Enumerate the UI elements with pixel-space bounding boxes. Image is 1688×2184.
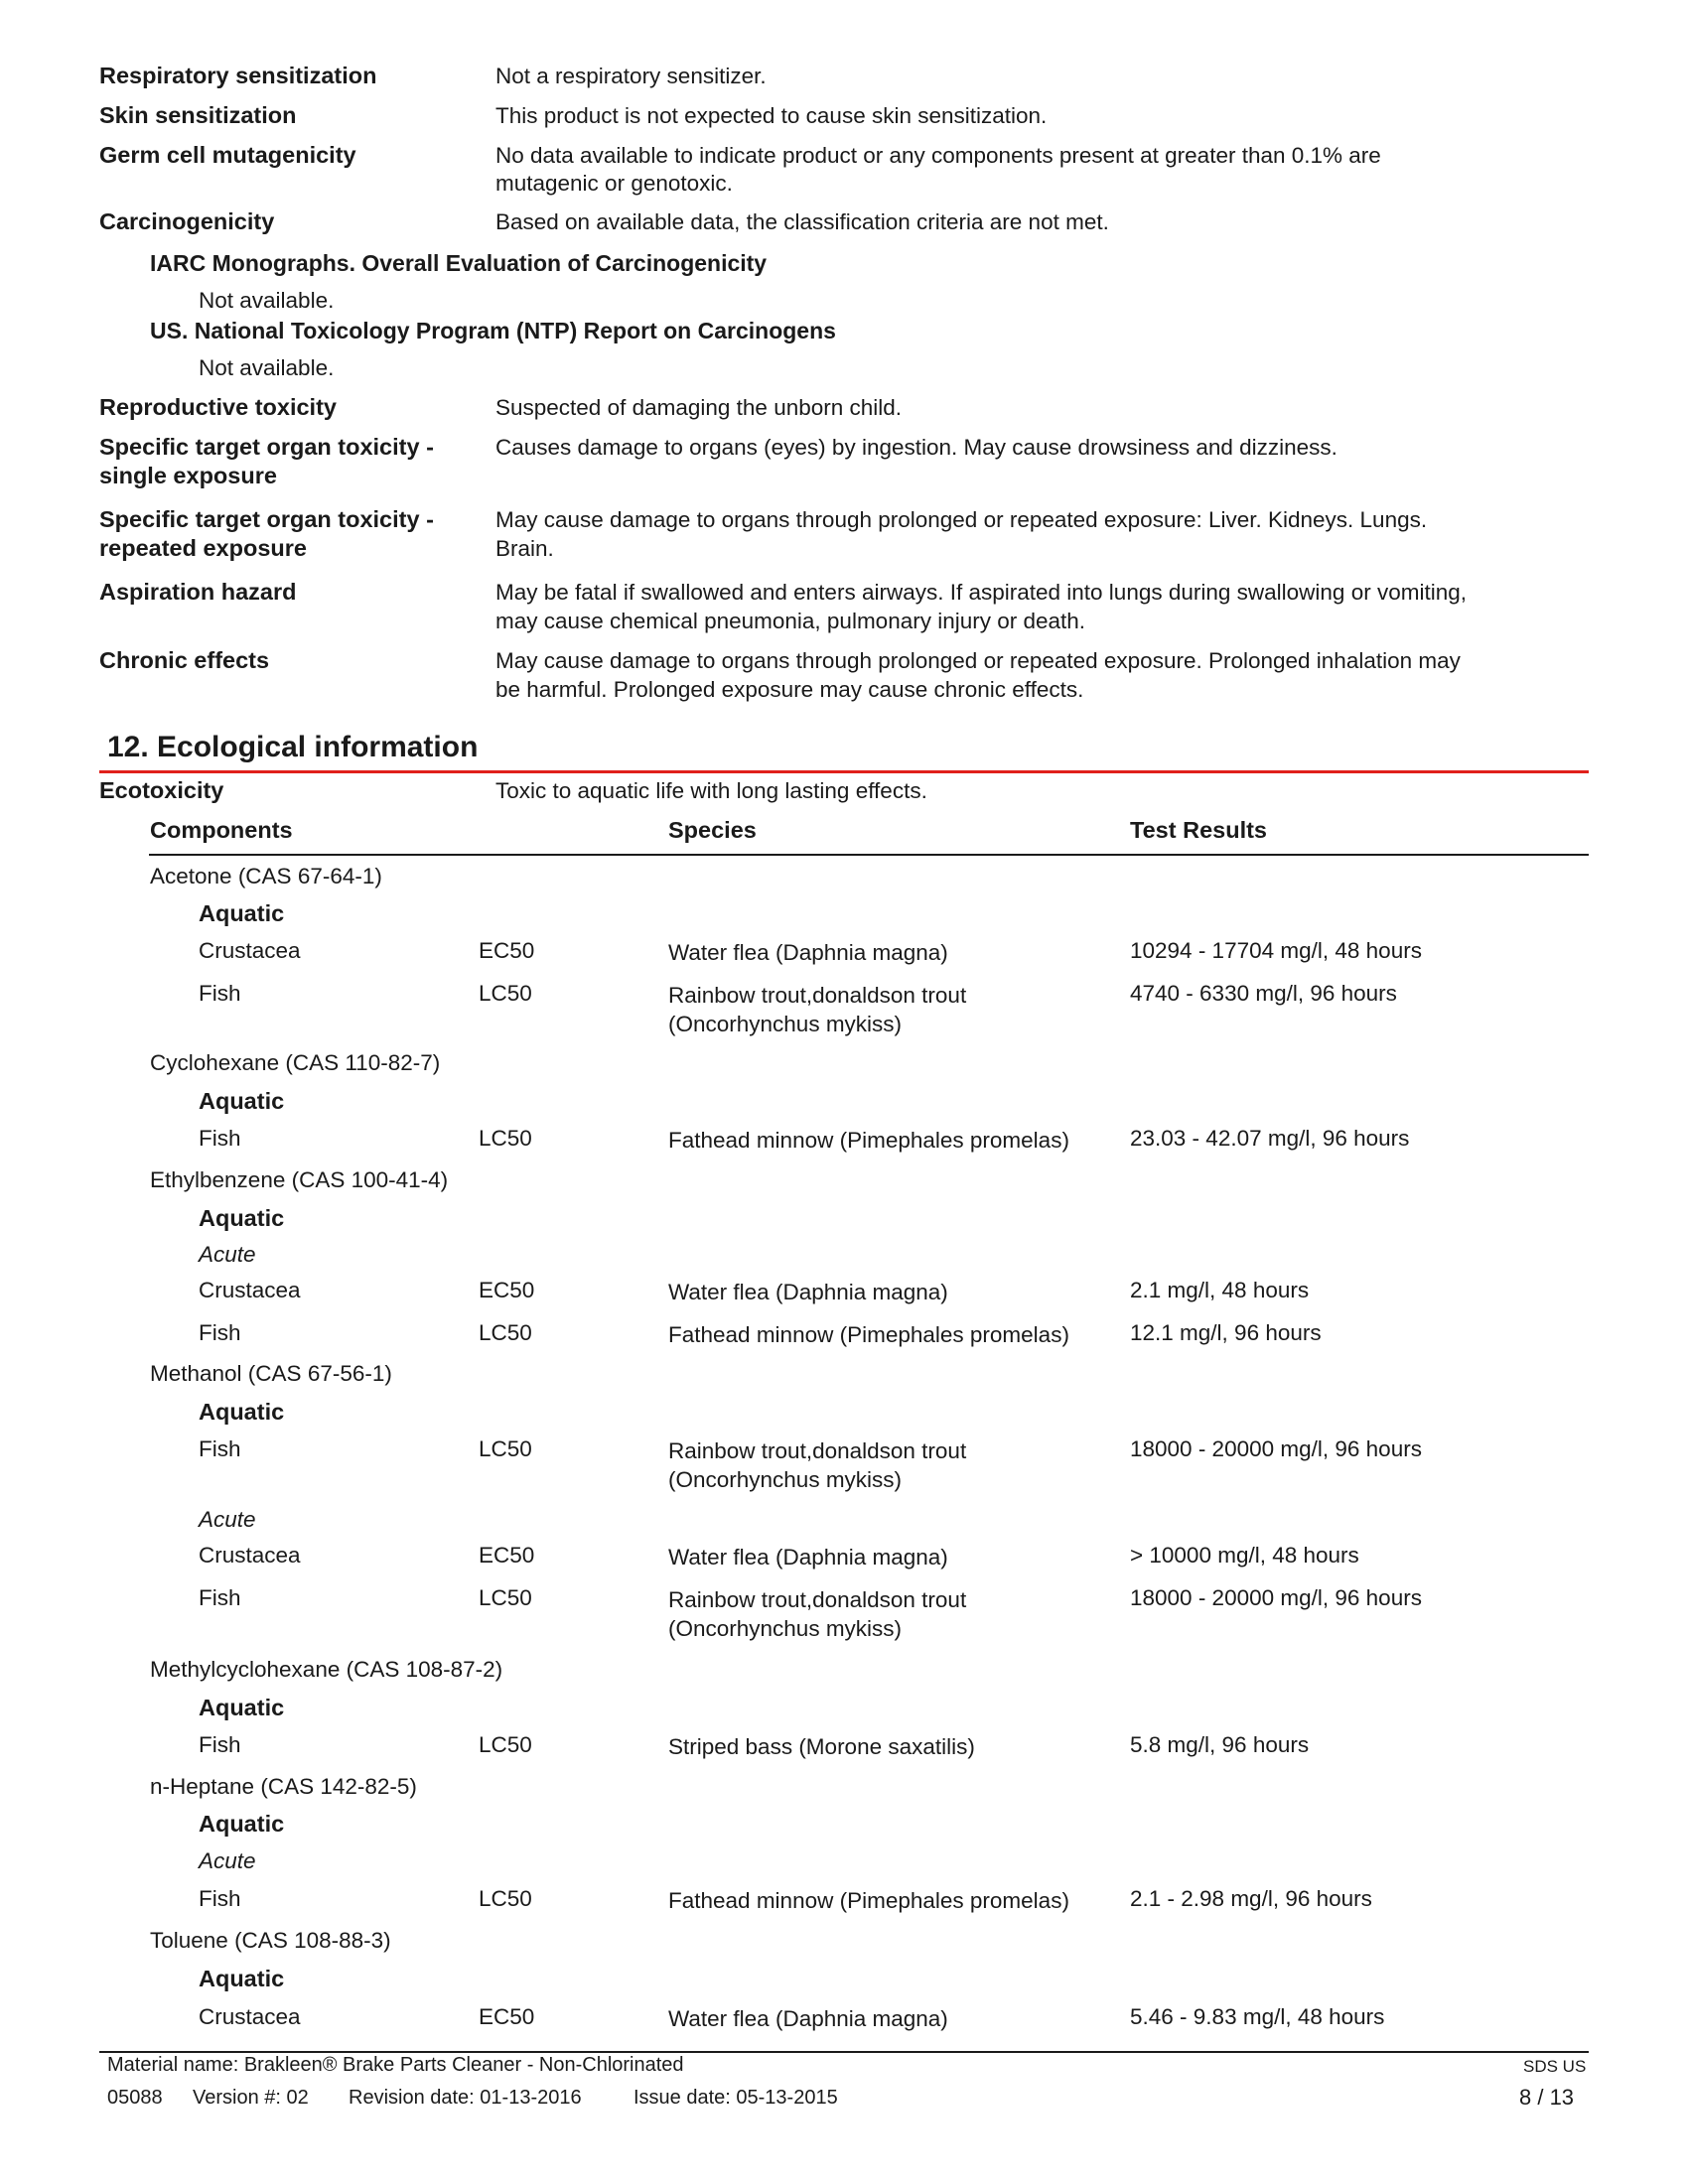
- test-endpoint: EC50: [479, 938, 535, 963]
- test-endpoint: EC50: [479, 2004, 535, 2029]
- test-result: 4740 - 6330 mg/l, 96 hours: [1130, 981, 1397, 1006]
- value-aspiration-hazard-line2: may cause chemical pneumonia, pulmonary injury or death.: [495, 609, 1086, 633]
- iarc-value: Not available.: [199, 288, 335, 313]
- organism-type: Crustacea: [199, 1543, 301, 1568]
- species-name: Water flea (Daphnia magna): [668, 1280, 948, 1304]
- component-name: n-Heptane (CAS 142-82-5): [150, 1774, 417, 1799]
- label-germ-cell-mutagenicity: Germ cell mutagenicity: [99, 142, 356, 168]
- section-12-title: 12. Ecological information: [107, 731, 479, 763]
- species-name: (Oncorhynchus mykiss): [668, 1467, 903, 1492]
- footer-rule: [99, 2051, 1589, 2053]
- footer-material-name: Material name: Brakleen® Brake Parts Cleaner - Non-Chlorinated: [107, 2054, 684, 2076]
- acute-label: Acute: [199, 1848, 256, 1873]
- component-name: Toluene (CAS 108-88-3): [150, 1928, 391, 1953]
- label-ecotoxicity: Ecotoxicity: [99, 777, 224, 803]
- test-endpoint: LC50: [479, 1320, 532, 1345]
- aquatic-label: Aquatic: [199, 900, 285, 926]
- organism-type: Fish: [199, 1320, 241, 1345]
- aquatic-label: Aquatic: [199, 1811, 285, 1837]
- test-result: 18000 - 20000 mg/l, 96 hours: [1130, 1436, 1422, 1461]
- acute-label: Acute: [199, 1507, 256, 1532]
- value-aspiration-hazard-line1: May be fatal if swallowed and enters airways. If aspirated into lungs during swallowing or vomiting,: [495, 580, 1467, 605]
- label-stot-repeated-line2: repeated exposure: [99, 535, 307, 561]
- species-name: Water flea (Daphnia magna): [668, 2006, 948, 2031]
- species-name: Fathead minnow (Pimephales promelas): [668, 1888, 1069, 1913]
- organism-type: Fish: [199, 1585, 241, 1610]
- test-endpoint: LC50: [479, 1585, 532, 1610]
- footer-issue-date: Issue date: 05-13-2015: [633, 2087, 838, 2109]
- component-name: Methanol (CAS 67-56-1): [150, 1361, 392, 1386]
- test-endpoint: LC50: [479, 1886, 532, 1911]
- label-stot-single-line2: single exposure: [99, 463, 277, 488]
- species-name: Rainbow trout,donaldson trout: [668, 1587, 967, 1612]
- label-reproductive-toxicity: Reproductive toxicity: [99, 394, 337, 420]
- test-result: 5.8 mg/l, 96 hours: [1130, 1732, 1310, 1757]
- aquatic-label: Aquatic: [199, 1205, 285, 1231]
- ntp-value: Not available.: [199, 355, 335, 380]
- label-chronic-effects: Chronic effects: [99, 647, 270, 673]
- test-endpoint: LC50: [479, 1436, 532, 1461]
- species-name: Rainbow trout,donaldson trout: [668, 1438, 967, 1463]
- value-skin-sensitization: This product is not expected to cause skin sensitization.: [495, 103, 1048, 128]
- label-respiratory-sensitization: Respiratory sensitization: [99, 63, 377, 88]
- organism-type: Crustacea: [199, 2004, 301, 2029]
- species-name: (Oncorhynchus mykiss): [668, 1616, 903, 1641]
- ntp-title: US. National Toxicology Program (NTP) Report on Carcinogens: [150, 318, 836, 343]
- test-endpoint: LC50: [479, 1732, 532, 1757]
- test-result: 23.03 - 42.07 mg/l, 96 hours: [1130, 1126, 1410, 1151]
- value-reproductive-toxicity: Suspected of damaging the unborn child.: [495, 395, 903, 420]
- table-header-rule: [149, 854, 1589, 856]
- organism-type: Fish: [199, 981, 241, 1006]
- component-name: Methylcyclohexane (CAS 108-87-2): [150, 1657, 503, 1682]
- value-respiratory-sensitization: Not a respiratory sensitizer.: [495, 64, 767, 88]
- footer-version: Version #: 02: [193, 2087, 309, 2109]
- value-chronic-effects-line2: be harmful. Prolonged exposure may cause chronic effects.: [495, 677, 1084, 702]
- test-endpoint: EC50: [479, 1543, 535, 1568]
- value-stot-repeated-line1: May cause damage to organs through prolonged or repeated exposure: Liver. Kidneys. Lungs.: [495, 507, 1428, 532]
- species-name: Striped bass (Morone saxatilis): [668, 1734, 975, 1759]
- test-endpoint: LC50: [479, 1126, 532, 1151]
- section-divider: [99, 770, 1589, 773]
- aquatic-label: Aquatic: [199, 1695, 285, 1720]
- species-name: Fathead minnow (Pimephales promelas): [668, 1322, 1069, 1347]
- aquatic-label: Aquatic: [199, 1088, 285, 1114]
- value-stot-single: Causes damage to organs (eyes) by ingestion. May cause drowsiness and dizziness.: [495, 435, 1337, 460]
- species-name: Water flea (Daphnia magna): [668, 1545, 948, 1570]
- acute-label: Acute: [199, 1242, 256, 1267]
- value-stot-repeated-line2: Brain.: [495, 536, 554, 561]
- label-aspiration-hazard: Aspiration hazard: [99, 579, 297, 605]
- test-endpoint: LC50: [479, 981, 532, 1006]
- aquatic-label: Aquatic: [199, 1399, 285, 1425]
- footer-sds-label: SDS US: [1523, 2057, 1587, 2076]
- label-carcinogenicity: Carcinogenicity: [99, 208, 275, 234]
- footer-page-number: 8 / 13: [1519, 2085, 1575, 2110]
- organism-type: Fish: [199, 1436, 241, 1461]
- value-germ-cell-mutagenicity-line1: No data available to indicate product or any components present at greater than 0.1% are: [495, 143, 1381, 168]
- label-stot-repeated-line1: Specific target organ toxicity -: [99, 506, 434, 532]
- iarc-title: IARC Monographs. Overall Evaluation of Carcinogenicity: [150, 250, 768, 276]
- footer-doc-id: 05088: [107, 2087, 163, 2109]
- test-result: 12.1 mg/l, 96 hours: [1130, 1320, 1322, 1345]
- test-result: > 10000 mg/l, 48 hours: [1130, 1543, 1359, 1568]
- label-stot-single-line1: Specific target organ toxicity -: [99, 434, 434, 460]
- header-species: Species: [668, 817, 757, 843]
- test-result: 2.1 - 2.98 mg/l, 96 hours: [1130, 1886, 1372, 1911]
- header-components: Components: [150, 817, 293, 843]
- label-skin-sensitization: Skin sensitization: [99, 102, 297, 128]
- value-chronic-effects-line1: May cause damage to organs through prolonged or repeated exposure. Prolonged inhalation may: [495, 648, 1461, 673]
- organism-type: Fish: [199, 1886, 241, 1911]
- header-test-results: Test Results: [1130, 817, 1267, 843]
- test-result: 2.1 mg/l, 48 hours: [1130, 1278, 1310, 1302]
- test-result: 18000 - 20000 mg/l, 96 hours: [1130, 1585, 1422, 1610]
- test-result: 10294 - 17704 mg/l, 48 hours: [1130, 938, 1422, 963]
- value-ecotoxicity: Toxic to aquatic life with long lasting effects.: [495, 778, 927, 803]
- species-name: Fathead minnow (Pimephales promelas): [668, 1128, 1069, 1153]
- species-name: Water flea (Daphnia magna): [668, 940, 948, 965]
- test-result: 5.46 - 9.83 mg/l, 48 hours: [1130, 2004, 1385, 2029]
- footer-revision-date: Revision date: 01-13-2016: [349, 2087, 582, 2109]
- organism-type: Crustacea: [199, 938, 301, 963]
- aquatic-label: Aquatic: [199, 1966, 285, 1991]
- species-name: Rainbow trout,donaldson trout: [668, 983, 967, 1008]
- component-name: Acetone (CAS 67-64-1): [150, 864, 382, 888]
- species-name: (Oncorhynchus mykiss): [668, 1012, 903, 1036]
- organism-type: Fish: [199, 1732, 241, 1757]
- component-name: Cyclohexane (CAS 110-82-7): [150, 1050, 441, 1075]
- component-name: Ethylbenzene (CAS 100-41-4): [150, 1167, 449, 1192]
- organism-type: Crustacea: [199, 1278, 301, 1302]
- test-endpoint: EC50: [479, 1278, 535, 1302]
- value-carcinogenicity: Based on available data, the classification criteria are not met.: [495, 209, 1109, 234]
- value-germ-cell-mutagenicity-line2: mutagenic or genotoxic.: [495, 171, 733, 196]
- organism-type: Fish: [199, 1126, 241, 1151]
